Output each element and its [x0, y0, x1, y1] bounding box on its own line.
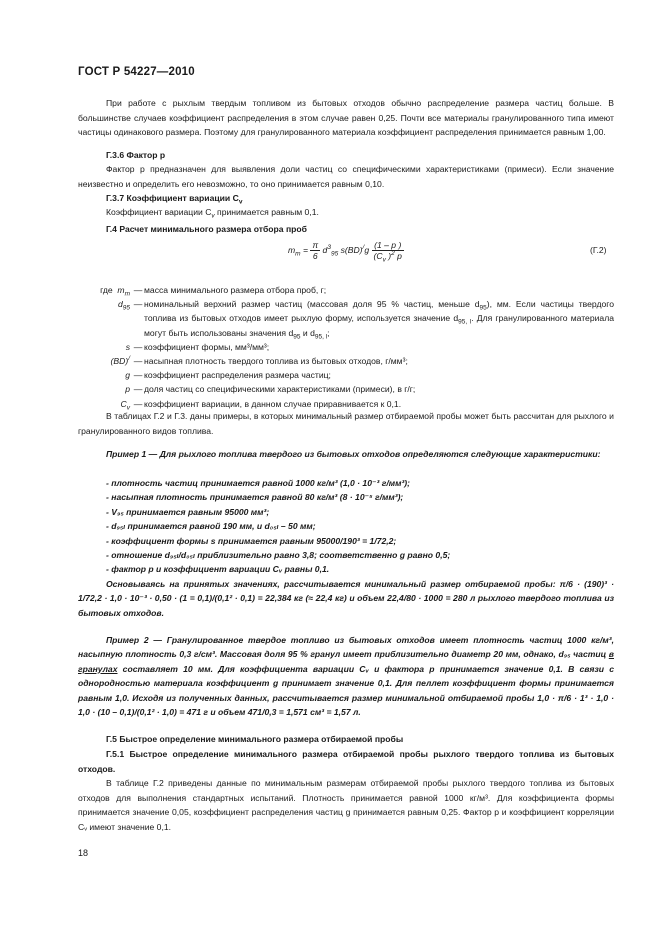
def-p: p — доля частиц со специфическими характеристиками (примеси), в г/г; — [125, 384, 416, 395]
example-1-item: - d₉₅ₗ принимается равной 190 мм, и d₀₅ₗ – 50 мм; — [106, 521, 316, 532]
example-1-item: - V₉₅ принимается равным 95000 мм³; — [106, 506, 270, 517]
def-cv: $C_v$ — коэффициент вариации, в данном случае приравнивается к 0,1. — [120, 398, 402, 412]
page-header-title: ГОСТ Р 54227—2010 — [78, 66, 195, 78]
tables-paragraph: В таблицах Г.2 и Г.3. даны примеры, в которых минимальный размер отбираемой пробы может быть рассчитан для рыхлого и гранулированного видов топлива. — [78, 411, 614, 436]
definitions-list — [78, 283, 614, 411]
example-1-item: - коэффициент формы s принимается равным 95000/190³ = 1/72,2; — [106, 535, 397, 546]
section-g51-text: В таблице Г.2 приведены данные по минимальным размерам отбираемой пробы рыхлого твердого топлива из бытовых отходов для выполнения стандартных испытаний. Плотность принимается равной 1000 кг/м³. Для коэффициента формы принимается значение 0,05, коэффициент распределения частиц g принимается равным 0,25. Фактор p и коэффициент корреляции Cᵥ имеют значение 0,1. — [78, 778, 614, 832]
section-g4-title: Г.4 Расчет минимального размера отбора проб — [106, 224, 307, 234]
example-1-item: - насыпная плотность принимается равной 80 кг/м³ (8 · 10⁻⁵ г/мм³); — [106, 492, 404, 503]
section-g37-title: Г.3.7 Коэффициент вариации $C_v$ — [106, 193, 243, 206]
def-d95: $d_{95}$ — номинальный верхний размер частиц (массовая доля 95 % частиц, меньше $d_{95}$), мм. Если частицы твердого топлива из бытовых отходов имеет рыхлую форму, используется значение $d_{95, l}$. Для гранулированного материала могут быть использованы значения $d_{95}$ и $d_{95, l}$; — [117, 299, 614, 341]
example-1-item: - фактор p и коэффициент вариации Cᵥ равны 0,1. — [106, 564, 330, 575]
section-g5-title: Г.5 Быстрое определение минимального размера отбираемой пробы — [106, 734, 404, 744]
page-number: 18 — [78, 848, 89, 858]
example-2-paragraph: Пример 2 — Гранулированное твердое топливо из бытовых отходов имеет плотность частиц 1000 кг/м³, насыпную плотность 0,3 г/см³. Массовая доля 95 % гранул имеет приблизительно диаметр 20 мм, однако, d₉₅ частиц в гранулах составляет 10 мм. Для коэффициента вариации Cᵥ и фактора p принимается значение 0,1. В связи с однородностью материала коэффициент g принимает значение 0,1. Для пеллет коэффициент формы принимается равным 1,0. Исходя из полученных данных, рассчитывается размер минимальной отбираемой пробы 1,0 · π/6 · 1³ · 1,0 · 1,0 · (10 – 0,1)/(0,1² · 1,0) = 471 г и объем 471/0,3 = 1,571 см³ = 1,57 л. — [78, 635, 614, 718]
example-1-conclusion: Основываясь на принятых значениях, рассчитывается минимальный размер отбираемой пробы: π/6 · (190)³ · 1/72,2 · 1,0 · 10⁻³ · 0,50 · (1 = 0,1)/(0,1² · 0,1) = 22,384 кг (≈ 22,4 кг) и объем 22,4/80 · 1000 = 280 л рыхлого твердого топлива из бытовых отходов. — [78, 579, 614, 618]
def-mm: где $m_m$ — масса минимального размера отбора проб, г; — [100, 285, 327, 298]
formula-g2: $m_m$ = $\frac{\pi}{6}$ $d^3_{95}$ s(BD)/g $\frac{(1 - p )}{(C_v )^2 p}$ — [288, 240, 402, 264]
section-g36-title: Г.3.6 Фактор p — [106, 150, 166, 160]
section-g36-text: Фактор p предназначен для выявления доли частиц со специфическими характеристиками (примеси). Если значение неизвестно и определить его невозможно, то оно принимается равным 0,10. — [78, 164, 614, 189]
underlined-phrase: в гранулах — [78, 649, 614, 674]
def-s: s — коэффициент формы, мм³/мм³; — [125, 341, 270, 352]
example-1-items — [106, 476, 614, 577]
def-bd: (BD)/ — насыпная плотность твердого топлива из бытовых отходов, г/мм³; — [110, 355, 408, 367]
def-g: g — коэффициент распределения размера частиц; — [125, 370, 331, 381]
example-1-lead: Пример 1 — Для рыхлого топлива твердого из бытовых отходов определяются следующие характеристики: — [106, 449, 601, 459]
section-g37-text: Коэффициент вариации $C_v$ принимается равным 0,1. — [106, 207, 319, 220]
example-1-item: - отношение d₉₅ₗ/d₀₅ₗ приблизительно равно 3,8; соответственно g равно 0,5; — [106, 550, 451, 561]
intro-paragraph: При работе с рыхлым твердым топливом из бытовых отходов обычно распределение размера частиц больше. В большинстве случаев коэффициент распределения в этом случае равен 0,25. Почти все материалы гранулированного типа имеют частицы одинакового размера. Поэтому для гранулированного материала коэффициент распределения принимается равным 1,00. — [78, 98, 614, 138]
section-g51-title: Г.5.1 Быстрое определение минимального размера отбираемой пробы рыхлого твердого топлива из бытовых отходов. — [78, 749, 614, 774]
example-1-item: - плотность частиц принимается равной 1000 кг/м³ (1,0 · 10⁻³ г/мм³); — [106, 478, 411, 488]
formula-number: (Г.2) — [590, 245, 607, 255]
